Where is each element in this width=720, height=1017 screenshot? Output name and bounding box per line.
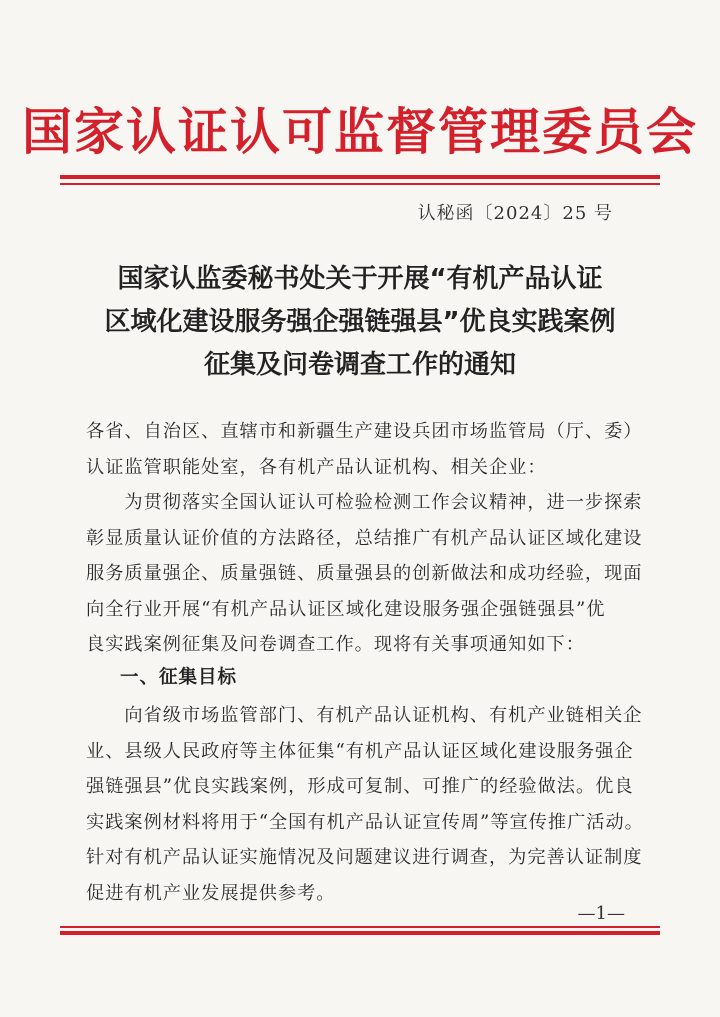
paragraph-line: 向省级市场监管部门、有机产品认证机构、有机产业链相关企 [86, 705, 643, 726]
document-number: 认秘函〔2024〕25 号 [417, 203, 613, 224]
paragraph-line: 强链强县”优良实践案例，形成可复制、可推广的经验做法。优良 [86, 776, 634, 797]
document-title [60, 258, 660, 387]
paragraph-line: 向全行业开展“有机产品认证区域化建设服务强企强链强县”优 [86, 598, 606, 620]
addressee-block [86, 414, 646, 485]
section-heading: 一、征集目标 [120, 667, 238, 688]
title-line: 区域化建设服务强企强链强县”优良实践案例 [104, 307, 616, 337]
page-number: —1— [577, 903, 625, 924]
header-red-rule-thick [60, 175, 660, 179]
title-line: 征集及问卷调查工作的通知 [203, 350, 516, 380]
header-red-rule-thin [60, 183, 660, 185]
footer-red-rule-thick [60, 931, 660, 935]
footer-red-rule-thin [60, 926, 660, 928]
paragraph-line: 针对有机产品认证实施情况及问题建议进行调查，为完善认证制度 [86, 847, 643, 868]
paragraph-line: 良实践案例征集及问卷调查工作。现将有关事项通知如下： [86, 634, 585, 655]
organization-header: 国家认证认可监督管理委员会 [22, 102, 698, 161]
paragraph-line: 促进有机产业发展提供参考。 [86, 882, 336, 904]
paragraph-line: 为贯彻落实全国认证认可检验检测工作会议精神，进一步探索 [86, 492, 643, 513]
title-line: 国家认监委秘书处关于开展“有机产品认证 [117, 264, 603, 294]
addressee-line: 各省、自治区、直辖市和新疆生产建设兵团市场监管局（厅、委） [86, 421, 643, 442]
paragraph-line: 实践案例材料将用于“全国有机产品认证宣传周”等宣传推广活动。 [86, 811, 644, 833]
addressee-line: 认证监管职能处室，各有机产品认证机构、相关企业： [86, 456, 547, 478]
section-paragraph [86, 698, 646, 911]
paragraph-line: 业、县级人民政府等主体征集“有机产品认证区域化建设服务强企 [86, 740, 634, 762]
paragraph-line: 彰显质量认证价值的方法路径，总结推广有机产品认证区域化建设 [86, 527, 643, 549]
intro-paragraph [86, 485, 646, 663]
paragraph-line: 服务质量强企、质量强链、质量强县的创新做法和成功经验，现面 [86, 563, 643, 584]
